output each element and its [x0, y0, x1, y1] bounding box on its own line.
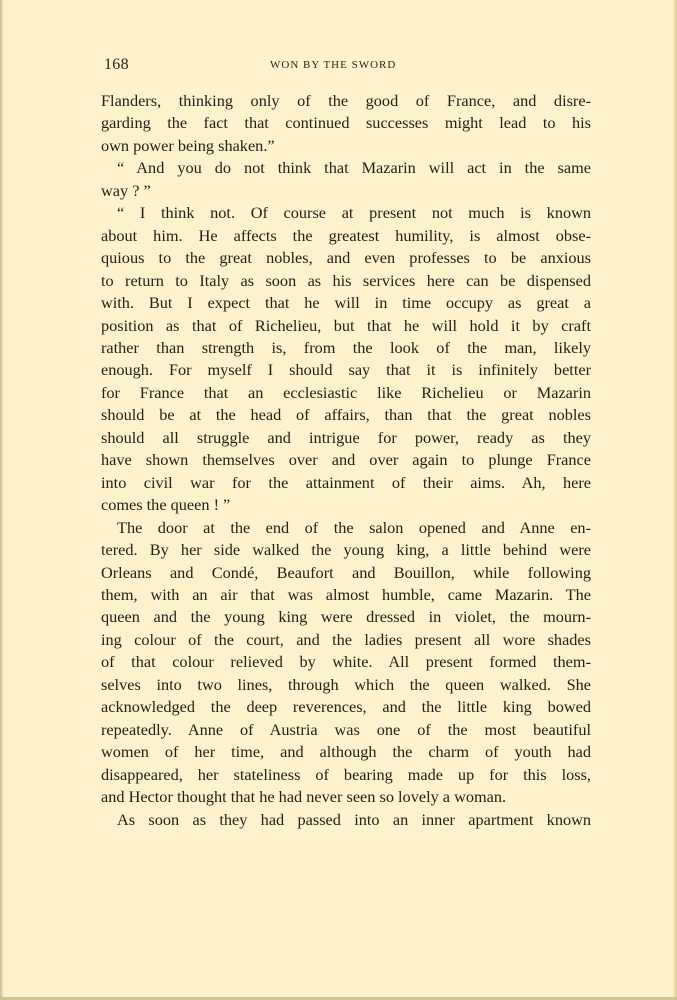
text-line: way ? ” [101, 180, 151, 200]
paragraph [101, 517, 591, 809]
text-line: have shown themselves over and over again to plunge France [101, 450, 591, 470]
text-line: with. But I expect that he will in time occupy as great a [101, 293, 591, 313]
running-title: WON BY THE SWORD [270, 59, 397, 71]
page-edge-right [673, 0, 677, 1000]
text-line: “ And you do not think that Mazarin will act in the same [117, 158, 591, 178]
text-line: women of her time, and although the charm of youth had [101, 742, 591, 762]
text-line: and Hector thought that he had never seen so lovely a woman. [101, 787, 507, 807]
page-edge-left [0, 0, 3, 1000]
paragraph [101, 202, 591, 516]
text-line: Orleans and Condé, Beaufort and Bouillon, while following [101, 562, 591, 582]
text-line: Flanders, thinking only of the good of France, and disre- [101, 91, 591, 110]
text-line: As soon as they had passed into an inner apartment known [117, 809, 591, 829]
text-line: queen and the young king were dressed in violet, the mourn- [101, 607, 591, 627]
paragraph [101, 809, 591, 831]
text-line: “ I think not. Of course at present not much is known [117, 203, 591, 223]
text-line: quious to the great nobles, and even professes to be anxious [101, 248, 591, 268]
text-line: comes the queen ! ” [101, 495, 231, 515]
text-line: them, with an air that was almost humble, came Mazarin. The [101, 584, 591, 604]
text-line: selves into two lines, through which the queen walked. She [101, 674, 591, 694]
text-line: enough. For myself I should say that it is infinitely better [101, 360, 591, 380]
body-text [101, 90, 591, 831]
paragraph [101, 157, 591, 202]
text-line: ing colour of the court, and the ladies present all wore shades [101, 629, 591, 649]
text-line: rather than strength is, from the look of the man, likely [101, 337, 591, 357]
text-line: for France that an ecclesiastic like Richelieu or Mazarin [101, 382, 591, 402]
text-line: The door at the end of the salon opened and Anne en- [117, 517, 591, 537]
text-line: should be at the head of affairs, than that the great nobles [101, 405, 591, 425]
text-line: garding the fact that continued successes might lead to his [101, 113, 591, 133]
page-number: 168 [104, 56, 129, 73]
text-line: repeatedly. Anne of Austria was one of the most beautiful [101, 719, 591, 739]
text-line: to return to Italy as soon as his services here can be dispensed [101, 270, 591, 290]
text-line: disappeared, her stateliness of bearing made up for this loss, [101, 764, 591, 784]
paragraph [101, 90, 591, 157]
text-line: of that colour relieved by white. All present formed them- [101, 652, 591, 672]
text-line: acknowledged the deep reverences, and the little king bowed [101, 697, 591, 717]
text-line: should all struggle and intrigue for power, ready as they [101, 427, 591, 447]
text-line: about him. He affects the greatest humility, is almost obse- [101, 225, 591, 245]
text-line: own power being shaken.” [101, 135, 275, 155]
text-line: tered. By her side walked the young king, a little behind were [101, 540, 591, 560]
text-line: position as that of Richelieu, but that he will hold it by craft [101, 315, 591, 335]
page-header [104, 56, 592, 80]
text-line: into civil war for the attainment of their aims. Ah, here [101, 472, 591, 492]
